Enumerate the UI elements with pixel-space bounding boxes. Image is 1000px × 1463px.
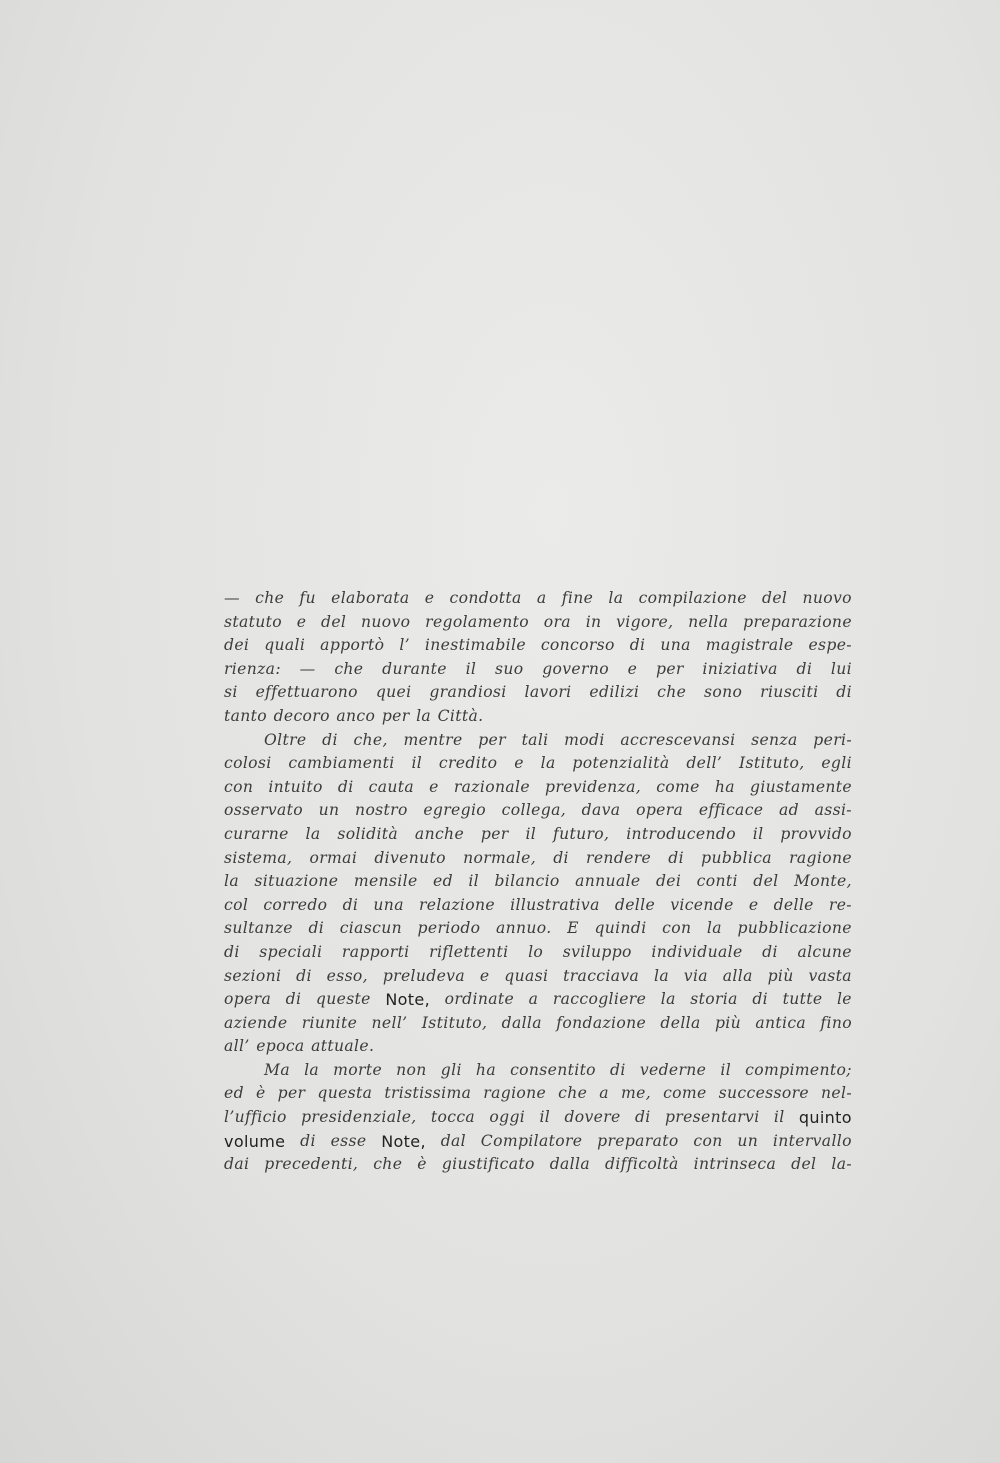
word: quasi (504, 966, 549, 985)
text-line (224, 799, 852, 823)
word: relazione (419, 895, 495, 914)
word: previdenza, (545, 777, 642, 796)
word: ragione (789, 848, 852, 867)
word: Compilatore (480, 1131, 583, 1150)
word: introducendo (626, 824, 736, 843)
text-line (224, 917, 852, 941)
word: Note, (381, 1131, 426, 1151)
word: apportò (320, 636, 385, 655)
word: fondazione (556, 1013, 647, 1032)
word: dava (581, 801, 621, 820)
word: esso, (326, 966, 368, 985)
word: e (479, 966, 490, 985)
word: di (308, 919, 325, 938)
word: condotta (449, 589, 522, 607)
word: accrescevansi (620, 730, 736, 749)
word: ha (714, 777, 735, 796)
word: ad (779, 801, 799, 820)
word: durante (382, 659, 447, 678)
word: — (299, 659, 316, 678)
word: rapporti (341, 942, 410, 961)
word: un (318, 801, 340, 820)
word: regolamento (425, 612, 530, 631)
word: ciascun (339, 919, 402, 938)
word: ordinate (444, 990, 515, 1009)
word: tali (521, 730, 549, 749)
word: di (668, 848, 684, 867)
word: per (277, 1084, 306, 1103)
text-line (224, 847, 852, 871)
word: ormai (309, 848, 358, 867)
word: Città. (437, 706, 484, 725)
word: e (424, 589, 435, 607)
word: più (714, 1013, 742, 1032)
text-line (224, 587, 852, 611)
word: peri- (813, 730, 852, 749)
word: alcune (797, 942, 852, 961)
word: di (342, 895, 359, 914)
word: speciali (259, 942, 323, 961)
word: di (322, 730, 338, 749)
word: divenuto (374, 848, 446, 867)
text-line (224, 729, 852, 753)
word: dalla (501, 1013, 542, 1032)
word: che (373, 1155, 403, 1174)
word: morte (333, 1060, 383, 1079)
word: di (610, 1060, 626, 1079)
text-line (224, 1106, 852, 1130)
word: successore (718, 1084, 809, 1103)
word: annuale (575, 872, 641, 891)
word: decoro (273, 706, 330, 725)
word: oggi (489, 1108, 526, 1127)
word: dei (655, 872, 682, 891)
word: con (693, 1131, 723, 1150)
word: rendere (586, 848, 652, 867)
word: che, (353, 730, 388, 749)
word: come (663, 1084, 707, 1103)
word: credito (438, 754, 498, 773)
paragraph (224, 1059, 852, 1177)
word: del (791, 1155, 817, 1174)
word: di (224, 942, 240, 961)
word: e (296, 612, 307, 631)
word: attuale. (311, 1037, 375, 1056)
word: più (767, 966, 794, 985)
word: modi (564, 730, 605, 749)
text-line (224, 1012, 852, 1036)
word: magistrale (705, 636, 794, 655)
word: di (296, 966, 312, 985)
word: intrinseca (693, 1155, 777, 1174)
word: dei (224, 636, 250, 655)
word: giustamente (750, 777, 852, 796)
word: normale, (463, 848, 537, 867)
word: riunite (301, 1013, 358, 1032)
word: me, (620, 1084, 652, 1103)
word: vigore, (616, 612, 674, 631)
text-line (224, 941, 852, 965)
word: non (396, 1060, 427, 1079)
text-line (224, 634, 852, 658)
word: la (540, 754, 556, 773)
text-line (224, 894, 852, 918)
word: una (660, 636, 691, 655)
text-line (224, 752, 852, 776)
word: Ma (264, 1060, 290, 1079)
word: sviluppo (562, 942, 632, 961)
word: gli (440, 1060, 462, 1079)
word: a (599, 1084, 609, 1103)
text-line (224, 1059, 852, 1083)
word: di (553, 848, 569, 867)
word: per (655, 659, 684, 678)
word: Oltre (264, 730, 307, 749)
word: le (836, 990, 852, 1009)
word: quei (375, 683, 412, 702)
word: annuo. (495, 919, 552, 938)
word: una (373, 895, 404, 914)
word: come (656, 777, 700, 796)
word: raccogliere (552, 990, 647, 1009)
word: anche (414, 824, 465, 843)
word: mensile (353, 872, 418, 891)
word: giustificato (441, 1155, 535, 1174)
word: senza (751, 730, 798, 749)
word: aziende (224, 1013, 288, 1032)
word: la (608, 589, 624, 607)
word: futuro, (552, 824, 610, 843)
word: per (381, 706, 410, 725)
word: la (305, 824, 321, 843)
word: la (224, 872, 239, 891)
word: iniziativa (702, 659, 778, 678)
word: ed (432, 872, 453, 891)
word: lui (830, 659, 852, 678)
word: tutte (782, 990, 823, 1009)
word: nostro (355, 801, 408, 820)
word: il (465, 659, 477, 678)
word: concorso (540, 636, 615, 655)
word: di (285, 990, 302, 1009)
word: dovere (564, 1108, 621, 1127)
word: e (627, 659, 638, 678)
word: di (629, 636, 646, 655)
word: che (255, 589, 285, 607)
word: potenzialità (572, 754, 670, 773)
word: conti (696, 872, 738, 891)
word: della (660, 1013, 701, 1032)
body-text (224, 587, 852, 1177)
word: e (429, 777, 439, 796)
word: intuito (268, 777, 323, 796)
word: nel- (821, 1084, 852, 1103)
word: individuale (651, 942, 743, 961)
word: dai (224, 1155, 250, 1174)
word: inestimabile (424, 636, 526, 655)
word: volume (224, 1131, 286, 1151)
word: sultanze (224, 919, 293, 938)
word: Monte, (793, 872, 852, 891)
word: quindi (594, 919, 647, 938)
word: la (653, 966, 669, 985)
word: egli (821, 754, 852, 773)
word: queste (315, 990, 371, 1009)
word: lo (528, 942, 544, 961)
word: lavori (524, 683, 572, 702)
text-line (224, 658, 852, 682)
word: fine (561, 589, 594, 607)
word: è (417, 1155, 427, 1174)
word: con (224, 777, 254, 796)
word: solidità (337, 824, 399, 843)
word: rienza: (224, 659, 281, 678)
word: sezioni (224, 966, 282, 985)
word: il (539, 1108, 551, 1127)
word: cambiamenti (288, 754, 395, 773)
word: preparato (597, 1131, 679, 1150)
word: cauta (368, 777, 415, 796)
word: suo (495, 659, 524, 678)
word: corredo (263, 895, 328, 914)
word: situazione (254, 872, 339, 891)
word: delle (773, 895, 814, 914)
word: la (706, 919, 722, 938)
word: a (536, 589, 547, 607)
word: presentarvi (664, 1108, 760, 1127)
word: vederne (639, 1060, 707, 1079)
word: provvido (780, 824, 852, 843)
word: E (567, 919, 579, 938)
word: per (480, 824, 509, 843)
word: l’ufficio (224, 1108, 287, 1127)
text-line (224, 611, 852, 635)
word: re- (828, 895, 852, 914)
word: illustrativa (510, 895, 600, 914)
word: collega, (501, 801, 567, 820)
text-line (224, 681, 852, 705)
word: che (334, 659, 364, 678)
word: delle (614, 895, 656, 914)
word: pubblicazione (737, 919, 852, 938)
word: fu (299, 589, 316, 607)
word: efficace (698, 801, 764, 820)
word: effettuarono (255, 683, 358, 702)
word: il (773, 1108, 785, 1127)
word: curarne (224, 824, 289, 843)
word: questa (317, 1084, 373, 1103)
word: osservato (224, 801, 303, 820)
word: grandiosi (429, 683, 507, 702)
word: edilizi (589, 683, 640, 702)
word: elaborata (331, 589, 410, 607)
word: nella (688, 612, 729, 631)
word: razionale (453, 777, 530, 796)
word: di (300, 1131, 316, 1150)
word: egregio (423, 801, 487, 820)
word: all’ (224, 1037, 250, 1056)
word: opera (224, 990, 272, 1009)
word: di (752, 990, 769, 1009)
word: epoca (256, 1037, 305, 1056)
word: precedenti, (264, 1155, 359, 1174)
word: bilancio (494, 872, 560, 891)
word: dell’ (686, 754, 723, 773)
word: nell’ (371, 1013, 408, 1032)
word: riflettenti (429, 942, 509, 961)
text-line (224, 823, 852, 847)
word: in (585, 612, 602, 631)
text-line (224, 1082, 852, 1106)
word: antica (755, 1013, 807, 1032)
word: Note, (385, 990, 431, 1010)
word: del (753, 872, 779, 891)
word: ora (543, 612, 571, 631)
word: dalla (549, 1155, 591, 1174)
word: la (304, 1060, 320, 1079)
word: espe- (808, 636, 852, 655)
word: e (748, 895, 759, 914)
word: di (634, 1108, 651, 1127)
word: compimento; (745, 1060, 852, 1079)
word: vasta (808, 966, 852, 985)
word: intervallo (772, 1131, 852, 1150)
word: Istituto, (421, 1013, 488, 1032)
word: tanto (224, 706, 268, 725)
word: nuovo (360, 612, 411, 631)
word: difficoltà (604, 1155, 679, 1174)
word: assi- (814, 801, 852, 820)
word: opera (636, 801, 684, 820)
word: di (796, 659, 813, 678)
word: si (224, 683, 238, 702)
word: quali (264, 636, 306, 655)
paragraph (224, 729, 852, 1059)
word: a (528, 990, 539, 1009)
word: per (478, 730, 506, 749)
text-line (224, 776, 852, 800)
word: via (683, 966, 708, 985)
word: che (657, 683, 687, 702)
word: il (525, 824, 537, 843)
word: pubblica (701, 848, 772, 867)
word: ed (224, 1084, 244, 1103)
word: vicende (670, 895, 734, 914)
word: riusciti (760, 683, 819, 702)
word: col (224, 895, 249, 914)
word: preparazione (743, 612, 852, 631)
word: del (762, 589, 788, 607)
word: la (660, 990, 676, 1009)
text-line (224, 870, 852, 894)
word: governo (542, 659, 609, 678)
word: sistema, (224, 848, 293, 867)
word: l’ (399, 636, 410, 655)
word: Istituto, (739, 754, 805, 773)
word: statuto (224, 612, 282, 631)
word: tocca (430, 1108, 476, 1127)
word: il (752, 824, 764, 843)
text-line (224, 988, 852, 1012)
word: con (662, 919, 692, 938)
text-line (224, 1153, 852, 1177)
word: di (836, 683, 852, 702)
text-line (224, 1035, 852, 1059)
word: periodo (417, 919, 481, 938)
word: alla (722, 966, 753, 985)
word: colosi (224, 754, 272, 773)
text-line (224, 965, 852, 989)
word: dal (440, 1131, 467, 1150)
word: del (321, 612, 347, 631)
word: sono (704, 683, 743, 702)
word: tracciava (563, 966, 640, 985)
word: la- (831, 1155, 852, 1174)
word: la (416, 706, 432, 725)
word: quinto (798, 1108, 852, 1128)
word: un (737, 1131, 759, 1150)
word: anco (336, 706, 376, 725)
word: preludeva (382, 966, 465, 985)
word: consentito (510, 1060, 596, 1079)
word: il (720, 1060, 732, 1079)
word: ha (475, 1060, 496, 1079)
text-line (224, 1130, 852, 1154)
paragraph (224, 587, 852, 729)
word: mentre (403, 730, 463, 749)
word: di (762, 942, 778, 961)
word: il (468, 872, 480, 891)
word: nuovo (802, 589, 852, 607)
word: il (411, 754, 423, 773)
word: fino (820, 1013, 852, 1032)
word: che (558, 1084, 588, 1103)
word: presidenziale, (301, 1108, 417, 1127)
text-line (224, 705, 852, 729)
word: di (337, 777, 354, 796)
word: è (255, 1084, 266, 1103)
word: — (224, 589, 240, 607)
word: storia (690, 990, 738, 1009)
word: compilazione (638, 589, 747, 607)
word: tristissima (384, 1084, 472, 1103)
word: esse (330, 1131, 367, 1150)
word: ragione (483, 1084, 547, 1103)
word: e (514, 754, 524, 773)
